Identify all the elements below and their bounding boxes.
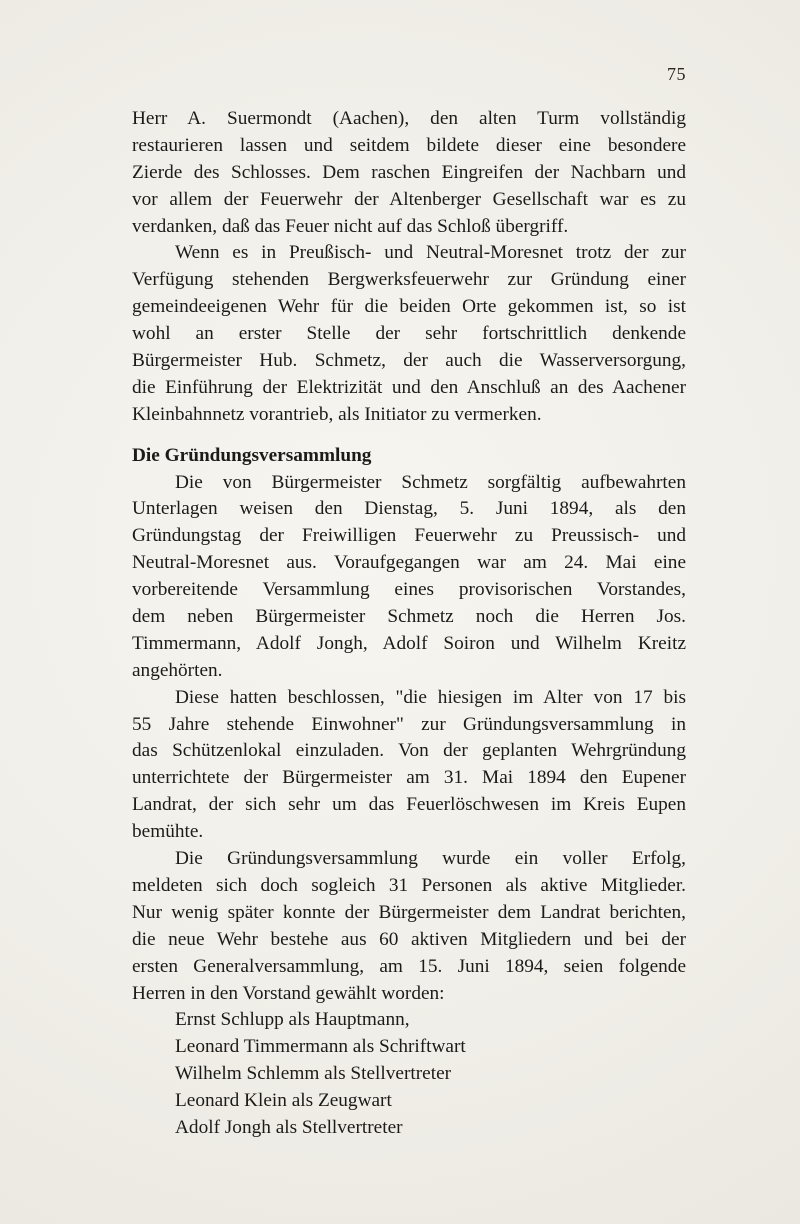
text-line: vorbereitende Versammlung eines provisorischen Vorstandes, xyxy=(132,579,686,601)
list-item: Adolf Jongh als Stellvertreter xyxy=(175,1116,403,1138)
text-line: Verfügung stehenden Bergwerksfeuerwehr zur Gründung einer xyxy=(132,269,686,291)
list-item: Leonard Klein als Zeugwart xyxy=(175,1090,392,1112)
text-line: wohl an erster Stelle der sehr fortschrittlich denkende xyxy=(132,323,686,345)
text-line: Nur wenig später konnte der Bürgermeister dem Landrat berichten, xyxy=(132,901,686,923)
text-line: dem neben Bürgermeister Schmetz noch die Herren Jos. xyxy=(132,606,686,628)
text-line: restaurieren lassen und seitdem bildete dieser eine besondere xyxy=(132,134,686,156)
text-line: 55 Jahre stehende Einwohner" zur Gründungsversammlung in xyxy=(132,713,686,735)
text-line: ersten Generalversammlung, am 15. Juni 1894, seien folgende xyxy=(132,955,686,977)
paragraph xyxy=(132,106,686,240)
text-line: Zierde des Schlosses. Dem raschen Eingreifen der Nachbarn und xyxy=(132,161,686,183)
board-member-list xyxy=(132,1007,686,1141)
text-line: Herren in den Vorstand gewählt worden: xyxy=(132,982,445,1004)
text-line: meldeten sich doch sogleich 31 Personen als aktive Mitglieder. xyxy=(132,874,686,896)
text-line: Landrat, der sich sehr um das Feuerlöschwesen im Kreis Eupen xyxy=(132,794,686,816)
paragraph xyxy=(132,470,686,685)
section-heading: Die Gründungsversammlung xyxy=(132,444,372,466)
paragraph xyxy=(132,240,686,428)
page-number: 75 xyxy=(667,64,686,84)
text-line: unterrichtete der Bürgermeister am 31. Mai 1894 den Eupener xyxy=(132,767,686,789)
text-line: Herr A. Suermondt (Aachen), den alten Turm vollständig xyxy=(132,108,686,129)
text-line: Timmermann, Adolf Jongh, Adolf Soiron und Wilhelm Kreitz xyxy=(132,632,686,654)
paragraph xyxy=(132,685,686,846)
text-line: die Einführung der Elektrizität und den Anschluß an des Aachener xyxy=(132,376,686,398)
list-item: Wilhelm Schlemm als Stellvertreter xyxy=(175,1063,452,1085)
text-line: Diese hatten beschlossen, "die hiesigen im Alter von 17 bis xyxy=(175,686,686,708)
page-body xyxy=(132,106,686,1142)
list-item: Leonard Timmermann als Schriftwart xyxy=(175,1036,466,1058)
text-line: angehörten. xyxy=(132,659,223,681)
text-line: gemeindeeigenen Wehr für die beiden Orte gekommen ist, so ist xyxy=(132,296,686,318)
text-line: Die von Bürgermeister Schmetz sorgfältig aufbewahrten xyxy=(175,471,686,493)
list-item: Ernst Schlupp als Hauptmann, xyxy=(175,1009,410,1031)
text-line: das Schützenlokal einzuladen. Von der geplanten Wehrgründung xyxy=(132,740,686,762)
text-line: Unterlagen weisen den Dienstag, 5. Juni 1894, als den xyxy=(132,498,686,520)
text-line: Bürgermeister Hub. Schmetz, der auch die Wasserversorgung, xyxy=(132,350,686,372)
text-line: Wenn es in Preußisch- und Neutral-Moresnet trotz der zur xyxy=(175,242,686,264)
text-line: Gründungstag der Freiwilligen Feuerwehr zu Preussisch- und xyxy=(132,525,686,547)
text-line: Kleinbahnnetz vorantrieb, als Initiator zu vermerken. xyxy=(132,403,542,425)
text-line: Neutral-Moresnet aus. Voraufgegangen war am 24. Mai eine xyxy=(132,552,686,574)
text-line: bemühte. xyxy=(132,821,204,843)
text-line: Die Gründungsversammlung wurde ein voller Erfolg, xyxy=(175,848,686,870)
text-line: vor allem der Feuerwehr der Altenberger Gesellschaft war es zu xyxy=(132,188,686,210)
text-line: die neue Wehr bestehe aus 60 aktiven Mitgliedern und bei der xyxy=(132,928,686,950)
text-line: verdanken, daß das Feuer nicht auf das Schloß übergriff. xyxy=(132,215,569,237)
paragraph xyxy=(132,846,686,1007)
